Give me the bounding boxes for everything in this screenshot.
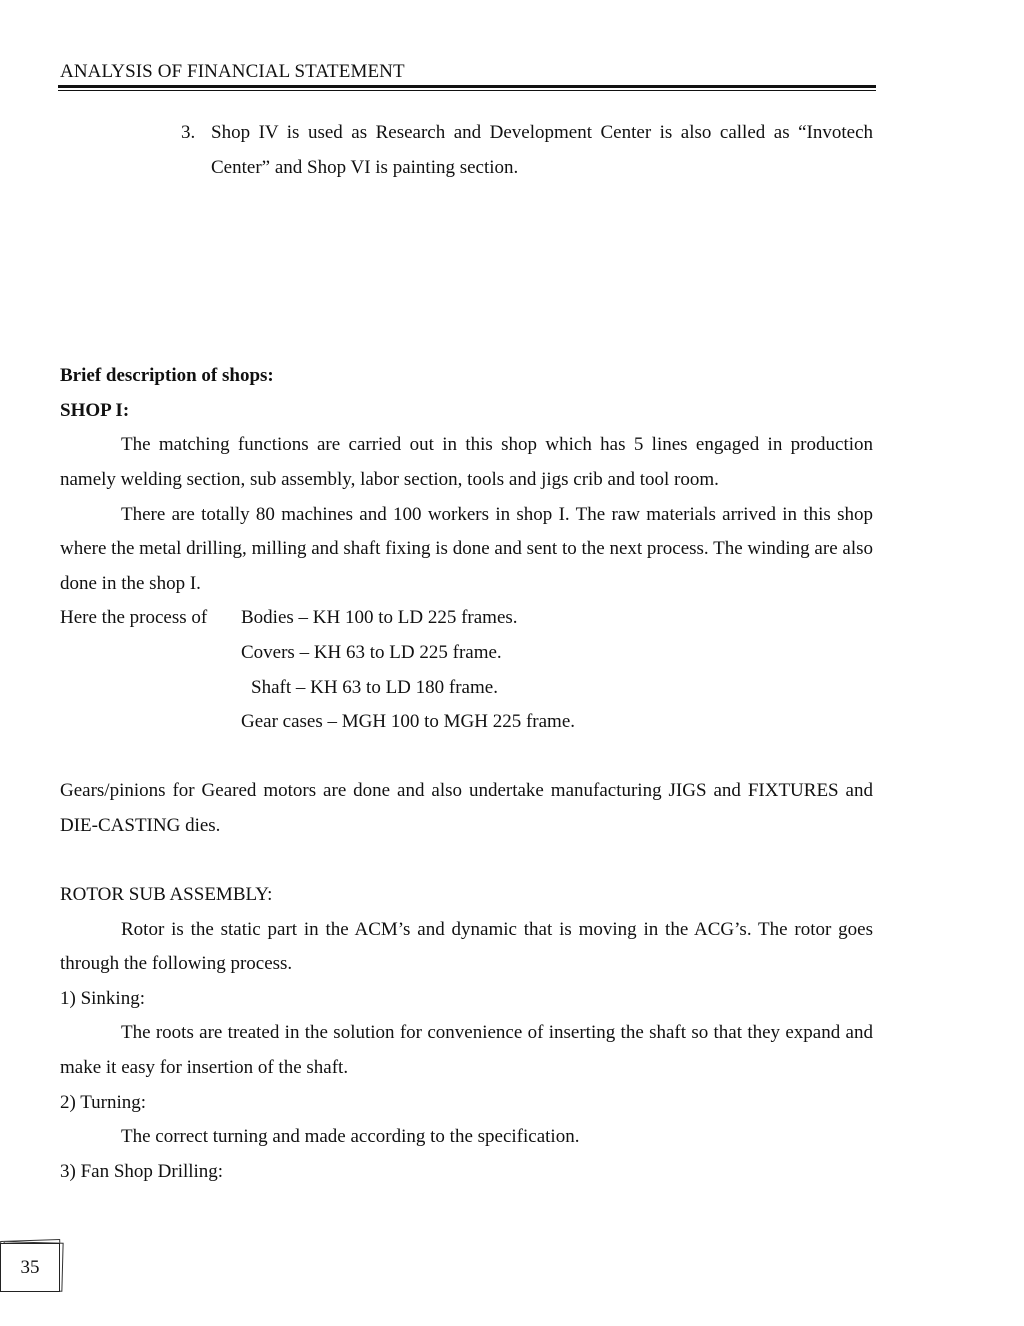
- list-item-3-line1: Shop IV is used as Research and Development Center is also called as “Invotech: [211, 122, 873, 143]
- section-heading-rotor: ROTOR SUB ASSEMBLY:: [60, 884, 273, 906]
- step-sinking-desc: The roots are treated in the solution for convenience of inserting the shaft so that they expand and make it easy for insertion of the shaft.: [60, 1022, 873, 1079]
- paragraph-rotor: Rotor is the static part in the ACM’s and dynamic that is moving in the ACG’s. The rotor goes through the following process.: [60, 918, 873, 975]
- process-item-bodies: Bodies – KH 100 to LD 225 frames.: [241, 607, 518, 629]
- process-label: Here the process of: [60, 607, 208, 629]
- list-item-3-line2: Center” and Shop VI is painting section.: [211, 156, 519, 178]
- header-rule-thin: [58, 90, 876, 91]
- process-item-gear-cases: Gear cases – MGH 100 to MGH 225 frame.: [241, 711, 576, 733]
- page-number-box: [0, 1240, 64, 1292]
- section-heading-shop1: SHOP I:: [60, 399, 130, 421]
- step-turning-desc: The correct turning and made according to the specification.: [121, 1126, 580, 1148]
- paragraph-shop1-machines: There are totally 80 machines and 100 workers in shop I. The raw materials arrived in this shop where the metal drilling, milling and shaft fixing is done and sent to the next process. The winding are also done in the shop I.: [60, 503, 873, 594]
- paragraph-shop1-functions: The matching functions are carried out in this shop which has 5 lines engaged in production namely welding section, sub assembly, labor section, tools and jigs crib and tool room.: [60, 434, 873, 490]
- section-heading-brief: Brief description of shops:: [60, 365, 274, 387]
- header-rule-thick: [58, 85, 876, 88]
- paragraph-gears: Gears/pinions for Geared motors are done and also undertake manufacturing JIGS and FIXTURES and DIE-CASTING dies.: [60, 780, 873, 836]
- step-fan-shop-drilling-label: 3) Fan Shop Drilling:: [60, 1160, 224, 1182]
- list-number: 3.: [181, 122, 196, 143]
- step-turning-label: 2) Turning:: [60, 1091, 147, 1113]
- list-item-3: [181, 116, 873, 185]
- process-item-shaft: Shaft – KH 63 to LD 180 frame.: [251, 676, 498, 698]
- process-item-covers: Covers – KH 63 to LD 225 frame.: [241, 641, 502, 663]
- page-number: 35: [20, 1257, 40, 1278]
- running-header: ANALYSIS OF FINANCIAL STATEMENT: [60, 61, 405, 82]
- step-sinking-label: 1) Sinking:: [60, 987, 145, 1009]
- page-content: [60, 116, 873, 1189]
- process-list: [60, 601, 873, 739]
